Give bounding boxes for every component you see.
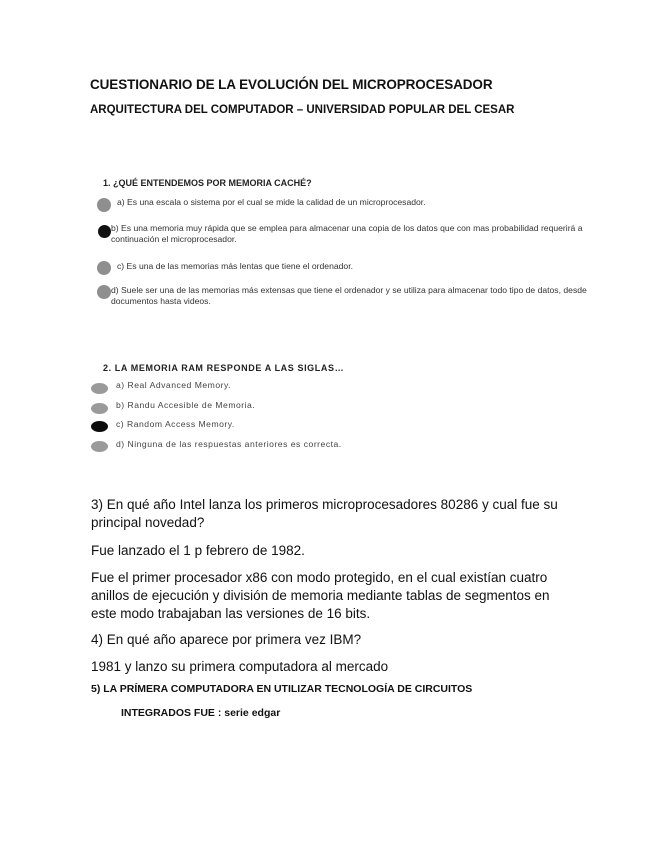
radio-bullet-2a[interactable]: [91, 383, 108, 394]
question-1-option-c: c) Es una de las memorias más lentas que tiene el ordenador.: [117, 261, 353, 271]
question-2-heading: 2. LA MEMORIA RAM RESPONDE A LAS SIGLAS…: [103, 363, 345, 373]
question-3-answer-novelty: Fue el primer procesador x86 con modo protegido, en el cual existían cuatro anillos de ejecución y división de memoria mediante tablas de segmentos en este modo trabajaban las versiones de 16 bits.: [91, 570, 550, 621]
question-1-option-d: d) Suele ser una de las memorias más extensas que tiene el ordenador y se utiliza para almacenar todo tipo de datos, desde documentos hasta videos.: [111, 285, 587, 306]
question-1-heading: 1. ¿QUÉ ENTENDEMOS POR MEMORIA CACHÉ?: [103, 178, 312, 188]
question-4-text: 4) En qué año aparece por primera vez IBM?: [91, 632, 362, 647]
question-3-answer-date: Fue lanzado el 1 p febrero de 1982.: [91, 543, 305, 558]
radio-bullet-1b-selected[interactable]: [98, 225, 111, 238]
question-4-answer: 1981 y lanzo su primera computadora al mercado: [91, 659, 389, 674]
question-2-option-d: d) Ninguna de las respuestas anteriores es correcta.: [116, 439, 342, 449]
question-1-option-a: a) Es una escala o sistema por el cual se mide la calidad de un microprocesador.: [117, 197, 426, 207]
question-2-option-a: a) Real Advanced Memory.: [116, 380, 232, 390]
radio-bullet-2c-selected[interactable]: [91, 421, 108, 432]
document-subtitle: ARQUITECTURA DEL COMPUTADOR – UNIVERSIDAD POPULAR DEL CESAR: [90, 104, 515, 116]
question-2-option-b: b) Randu Accesible de Memoria.: [116, 400, 256, 410]
document-title: CUESTIONARIO DE LA EVOLUCIÓN DEL MICROPROCESADOR: [90, 77, 493, 92]
radio-bullet-2b[interactable]: [91, 403, 108, 414]
question-5-answer: INTEGRADOS FUE : serie edgar: [121, 707, 281, 719]
question-3-text: 3) En qué año Intel lanza los primeros microprocesadores 80286 y cual fue su principal novedad?: [91, 497, 558, 530]
question-1-option-b: b) Es una memoria muy rápida que se emplea para almacenar una copia de los datos que con mas probabilidad requerirá a continuación el microprocesador.: [111, 223, 583, 244]
radio-bullet-1a[interactable]: [97, 198, 111, 212]
radio-bullet-1c[interactable]: [97, 261, 111, 275]
question-5-text: 5) LA PRÍMERA COMPUTADORA EN UTILIZAR TECNOLOGÍA DE CIRCUITOS: [91, 683, 473, 695]
radio-bullet-2d[interactable]: [91, 441, 108, 452]
question-2-option-c: c) Random Access Memory.: [116, 419, 235, 429]
radio-bullet-1d[interactable]: [97, 285, 111, 299]
